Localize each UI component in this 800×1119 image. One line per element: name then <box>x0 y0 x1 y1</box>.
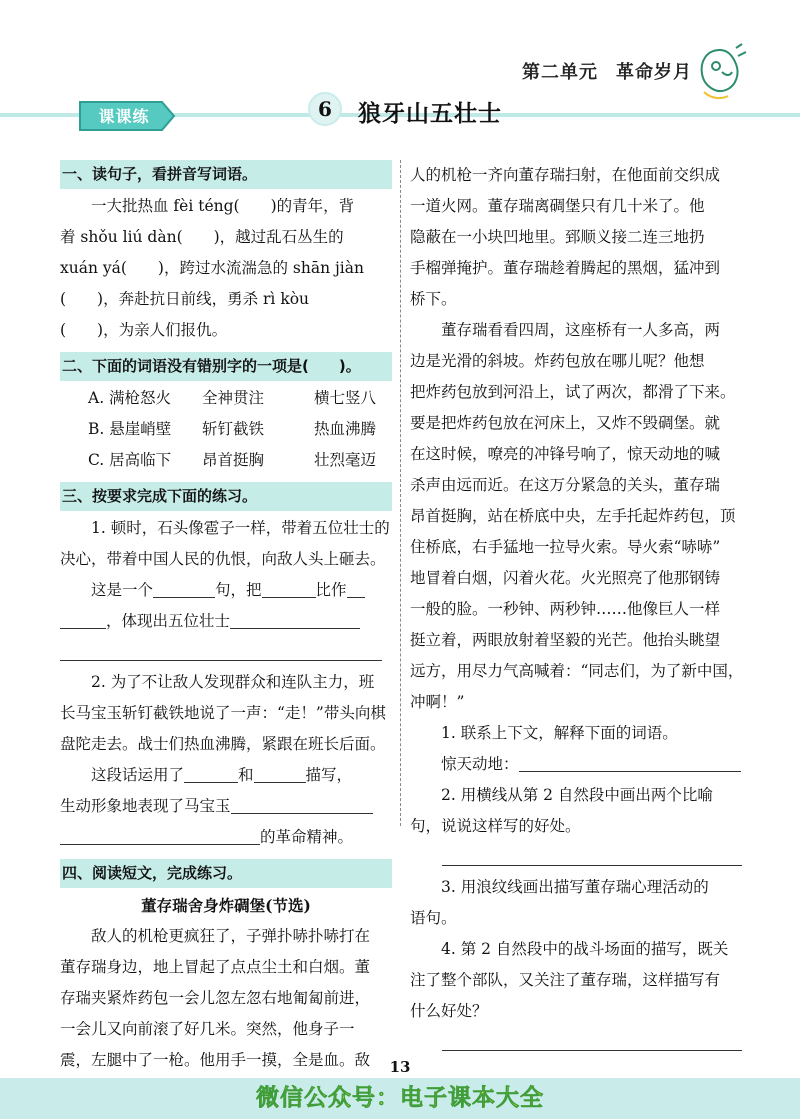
option-text: 斩钉截铁 <box>202 420 265 438</box>
article-line: 挺立着，两眼放射着坚毅的光芒。他抬头眺望 <box>410 631 721 649</box>
fill-text: 这段话运用了 <box>91 766 185 784</box>
article-line: 昂首挺胸，站在桥底中央，左手托起炸药包，顶 <box>410 507 736 525</box>
lesson-number: 6 <box>308 92 342 126</box>
page-number: 13 <box>389 1058 411 1076</box>
unit-label: 第二单元 <box>522 62 598 83</box>
answer-line[interactable] <box>442 842 742 866</box>
choice-option-b[interactable] <box>60 414 392 445</box>
option-text: 热血沸腾 <box>314 420 377 438</box>
answer-blank[interactable] <box>519 754 741 772</box>
answer-blank[interactable] <box>231 796 373 814</box>
s3-q1-line: 决心，带着中国人民的仇恨，向敌人头上砸去。 <box>60 550 386 568</box>
s3-q2-fill <box>60 822 392 853</box>
option-text: 壮烈毫迈 <box>314 451 377 469</box>
s3-q2-line: 2. 为了不让敌人发现群众和连队主力，班 <box>91 673 375 691</box>
s1-line: xuán yá( )，跨过水流湍急的 shān jiàn <box>60 259 364 277</box>
article-line: 一道火网。董存瑞离碉堡只有几十米了。他 <box>410 197 705 215</box>
s3-q2-fill <box>60 760 392 791</box>
article-line: 要是把炸药包放在河床上，又炸不毁碉堡。就 <box>410 414 721 432</box>
answer-blank[interactable] <box>347 580 365 598</box>
column-divider <box>400 160 401 826</box>
answer-blank[interactable] <box>60 827 260 845</box>
article-line: 桥下。 <box>410 290 457 308</box>
s4-q1-word <box>410 749 750 780</box>
article-line: 住桥底，右手猛地一拉导火索。导火索“哧哧” <box>410 538 721 556</box>
fill-text: 和 <box>238 766 254 784</box>
answer-blank[interactable] <box>184 765 238 783</box>
article-line: 董存瑞身边，地上冒起了点点尘土和白烟。董 <box>60 958 371 976</box>
s3-q1-line: 1. 顿时，石头像雹子一样，带着五位壮士的 <box>91 519 390 537</box>
answer-blank[interactable] <box>254 765 306 783</box>
s1-line: 一大批热血 fèi téng( )的青年，背 <box>91 197 355 215</box>
choice-option-a[interactable] <box>60 383 392 414</box>
answer-line[interactable] <box>60 637 382 661</box>
article-line: 隐蔽在一小块凹地里。郅顺义接二连三地扔 <box>410 228 705 246</box>
s3-q2-line: 长马宝玉斩钉截铁地说了一声：“走！”带头向棋 <box>60 704 386 722</box>
s4-q3-line: 语句。 <box>410 909 457 927</box>
article-line: 一般的脸。一秒钟、两秒钟……他像巨人一样 <box>410 600 721 618</box>
answer-line[interactable] <box>442 1027 742 1051</box>
fill-text: 生动形象地表现了马宝玉 <box>60 797 231 815</box>
s1-line: 着 shǒu liú dàn( )，越过乱石丛生的 <box>60 228 344 246</box>
article-line: 冲啊！” <box>410 693 465 711</box>
article-line: 人的机枪一齐向董存瑞扫射，在他面前交织成 <box>410 166 721 184</box>
s4-q2-line: 2. 用横线从第 2 自然段中画出两个比喻 <box>441 786 713 804</box>
option-text: A. 满枪怒火 <box>88 389 172 407</box>
answer-blank[interactable] <box>153 580 215 598</box>
article-line: 存瑞夹紧炸药包一会儿忽左忽右地匍匐前进， <box>60 989 371 1007</box>
unit-heading <box>522 58 692 84</box>
fill-text: ，体现出五位壮士 <box>106 612 231 630</box>
article-line: 手榴弹掩护。董存瑞趁着腾起的黑烟，猛冲到 <box>410 259 721 277</box>
article-line: 董存瑞看看四周，这座桥有一人多高，两 <box>441 321 721 339</box>
option-text: B. 悬崖峭壁 <box>88 420 172 438</box>
unit-theme: 革命岁月 <box>616 62 692 83</box>
s4-q4-line: 注了整个部队，又关注了董存瑞，这样描写有 <box>410 971 721 989</box>
answer-blank[interactable] <box>60 611 106 629</box>
section-2-title: 二、下面的词语没有错别字的一项是( )。 <box>60 352 392 381</box>
right-column <box>410 160 750 1057</box>
option-text: 横七竖八 <box>314 389 377 407</box>
article-line: 边是光滑的斜坡。炸药包放在哪儿呢？他想 <box>410 352 705 370</box>
article-title: 董存瑞舍身炸碉堡(节选) <box>141 896 311 915</box>
article-line: 杀声由远而近。在这万分紧急的关头，董存瑞 <box>410 476 721 494</box>
s3-q2-fill <box>60 791 392 822</box>
option-text: C. 居高临下 <box>88 451 172 469</box>
fill-text: 描写， <box>305 766 353 784</box>
s1-line: ( )，奔赴抗日前线，勇杀 rì kòu <box>60 290 310 308</box>
s1-line: ( )，为亲人们报仇。 <box>60 321 228 339</box>
article-line: 远方，用尽力气高喊着：“同志们，为了新中国， <box>410 662 744 680</box>
article-line: 把炸药包放到河沿上，试了两次，都滑了下来。 <box>410 383 736 401</box>
article-line: 地冒着白烟，闪着火花。火光照亮了他那钢铸 <box>410 569 721 587</box>
s4-q4-line: 什么好处？ <box>410 1002 488 1020</box>
option-text: 全神贯注 <box>202 389 265 407</box>
left-column <box>60 160 392 1076</box>
word-label: 惊天动地： <box>441 755 519 773</box>
article-line: 敌人的机枪更疯狂了，子弹扑哧扑哧打在 <box>91 927 371 945</box>
answer-blank[interactable] <box>230 611 360 629</box>
s4-q4-line: 4. 第 2 自然段中的战斗场面的描写，既关 <box>441 940 729 958</box>
fill-text: 句，把 <box>215 581 262 599</box>
choice-option-c[interactable] <box>60 445 392 476</box>
section-1-title: 一、读句子，看拼音写词语。 <box>60 160 392 189</box>
s4-q2-line: 句，说说这样写的好处。 <box>410 817 581 835</box>
article-line: 震，左腿中了一枪。他用手一摸，全是血。敌 <box>60 1051 371 1069</box>
section-3-title: 三、按要求完成下面的练习。 <box>60 482 392 511</box>
s3-q1-fill <box>60 575 392 606</box>
s3-q1-fill <box>60 606 392 637</box>
article-line: 一会儿又向前滚了好几米。突然，他身子一 <box>60 1020 355 1038</box>
s3-q2-line: 盘陀走去。战士们热血沸腾，紧跟在班长后面。 <box>60 735 386 753</box>
lesson-title: 狼牙山五壮士 <box>358 100 502 127</box>
fill-text: 的革命精神。 <box>260 828 354 846</box>
badge-label: 课课练 <box>98 107 150 126</box>
s4-q1: 1. 联系上下文，解释下面的词语。 <box>441 724 678 742</box>
decorative-bird-icon <box>692 42 748 102</box>
fill-text: 这是一个 <box>91 581 154 599</box>
fill-text: 比作 <box>315 581 347 599</box>
answer-blank[interactable] <box>262 580 316 598</box>
s4-q3-line: 3. 用浪纹线画出描写董存瑞心理活动的 <box>441 878 709 896</box>
footer-watermark: 微信公众号：电子课本大全 <box>256 1085 544 1111</box>
article-line: 在这时候，嘹亮的冲锋号响了，惊天动地的喊 <box>410 445 721 463</box>
section-4-title: 四、阅读短文，完成练习。 <box>60 859 392 888</box>
option-text: 昂首挺胸 <box>202 451 265 469</box>
